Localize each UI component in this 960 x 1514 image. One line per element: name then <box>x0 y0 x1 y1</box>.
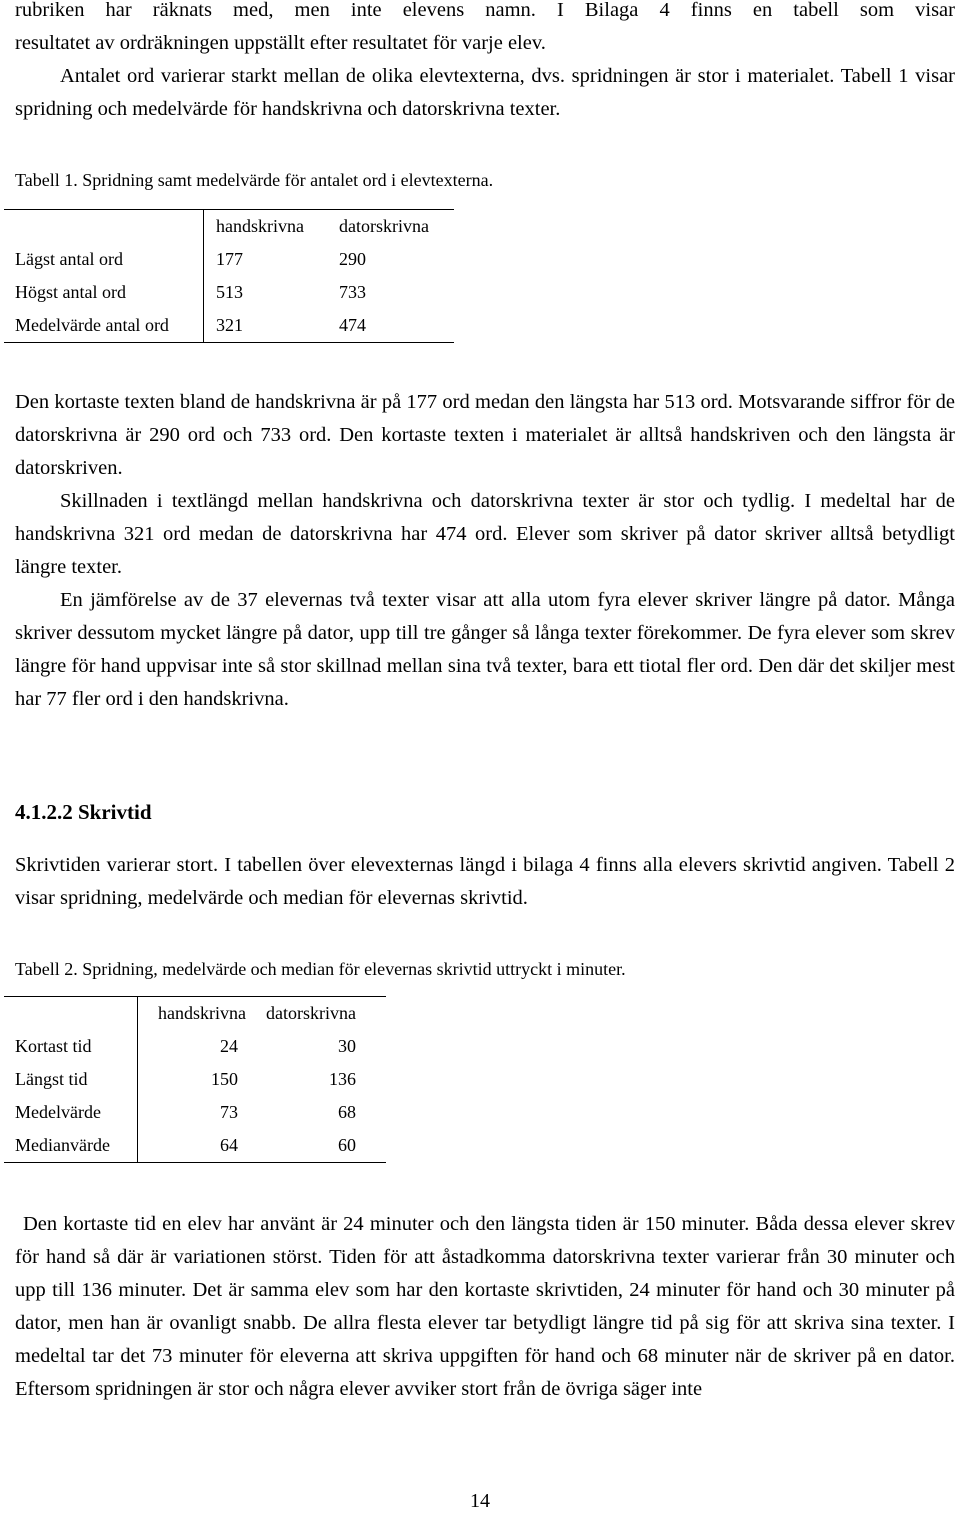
table-header-cell: handskrivna <box>204 210 340 244</box>
cell-handskrivna: 321 <box>204 309 340 343</box>
row-label: Längst tid <box>15 1069 88 1089</box>
cell-handskrivna: 64 <box>138 1129 267 1163</box>
page-number: 14 <box>470 1490 490 1512</box>
table-row <box>4 1096 386 1129</box>
row-label: Kortast tid <box>15 1036 92 1056</box>
table-header-cell: datorskrivna <box>339 216 429 236</box>
body1-paragraph-3: En jämförelse av de 37 elevernas två texter visar att alla utom fyra elever skriver längre på dator. Många skriver dessutom mycket längre på dator, upp till tre gånger så långa texter förekommer. De fyra elever som skrev längre för hand uppvisar inte så stor skillnad mellan sina två texter, bara ett tiotal fler ord. Den där det skiljer mest har 77 fler ord i den handskrivna. <box>15 589 955 710</box>
body1-paragraph-1: Den kortaste texten bland de handskrivna är på 177 ord medan den längsta har 513 ord. Motsvarande siffror för de datorskrivna är 290 ord och 733 ord. Den kortaste texten i materialet är alltså handskriven och den längsta är datorskriven. <box>15 391 955 479</box>
body2-paragraph: Den kortaste tid en elev har använt är 24 minuter och den längsta tiden är 150 minuter. Båda dessa elever skrev för hand så där är variationen störst. Tiden för att åstadkomma datorskrivna texter varierar från 30 minuter och upp till 136 minuter. Det är samma elev som har den kortaste skrivtiden, 24 minuter för hand och 30 minuter på dator, men han är ovanligt snabb. De allra flesta elever tar betydligt längre tid på sig för att skriva sina texter. I medeltal tar det 73 minuter för eleverna att skriva uppgiften för hand och 68 minuter när de skriver på en dator. Eftersom spridningen är stor och några elever avviker stort från de övriga säger inte <box>15 1213 955 1400</box>
table2 <box>4 996 386 1163</box>
intro-line-1: rubriken har räknats med, men inte elevens namn. I Bilaga 4 finns en tabell som visar <box>15 0 955 21</box>
row-label: Medelvärde antal ord <box>15 315 169 335</box>
table-header-cell: datorskrivna <box>266 1003 356 1023</box>
cell-datorskrivna: 30 <box>338 1036 356 1056</box>
section-paragraph: Skrivtiden varierar stort. I tabellen över elevexternas längd i bilaga 4 finns alla elevers skrivtid angiven. Tabell 2 visar spridning, medelvärde och median för elevernas skrivtid. <box>15 854 955 909</box>
cell-handskrivna: 177 <box>204 243 340 276</box>
table-header-cell: handskrivna <box>138 997 267 1031</box>
row-label: Medelvärde <box>15 1102 101 1122</box>
cell-datorskrivna: 60 <box>338 1135 356 1155</box>
intro-line-2: resultatet av ordräkningen uppställt efter resultatet för varje elev. <box>15 32 546 54</box>
cell-handskrivna: 24 <box>138 1030 267 1063</box>
table-row <box>4 276 454 309</box>
table-row <box>4 1063 386 1096</box>
table-header-cell <box>4 210 204 244</box>
cell-handskrivna: 513 <box>204 276 340 309</box>
row-label: Högst antal ord <box>15 282 126 302</box>
table2-caption: Tabell 2. Spridning, medelvärde och median för elevernas skrivtid uttryckt i minuter. <box>15 959 626 979</box>
table-row <box>4 1129 386 1163</box>
section-heading: 4.1.2.2 Skrivtid <box>15 800 152 824</box>
body1-paragraph-2: Skillnaden i textlängd mellan handskrivna och datorskrivna texter är stor och tydlig. I medeltal har de handskrivna 321 ord medan de datorskrivna har 474 ord. Elever som skriver på dator skriver alltså betydligt längre texter. <box>15 490 955 578</box>
cell-datorskrivna: 474 <box>339 315 366 335</box>
table-row <box>4 243 454 276</box>
cell-handskrivna: 73 <box>138 1096 267 1129</box>
table1 <box>4 209 454 343</box>
table-row <box>4 309 454 343</box>
table1-caption: Tabell 1. Spridning samt medelvärde för antalet ord i elevtexterna. <box>15 170 494 190</box>
intro-paragraph: Antalet ord varierar starkt mellan de olika elevtexterna, dvs. spridningen är stor i materialet. Tabell 1 visar spridning och medelvärde för handskrivna och datorskrivna texter. <box>15 65 955 120</box>
table-row <box>4 1030 386 1063</box>
table-header-cell <box>4 997 138 1031</box>
cell-datorskrivna: 136 <box>329 1069 356 1089</box>
row-label: Lägst antal ord <box>15 249 123 269</box>
cell-datorskrivna: 733 <box>339 282 366 302</box>
cell-datorskrivna: 68 <box>338 1102 356 1122</box>
table-header-row <box>4 210 454 244</box>
cell-datorskrivna: 290 <box>339 249 366 269</box>
cell-handskrivna: 150 <box>138 1063 267 1096</box>
row-label: Medianvärde <box>15 1135 110 1155</box>
table-header-row <box>4 997 386 1031</box>
